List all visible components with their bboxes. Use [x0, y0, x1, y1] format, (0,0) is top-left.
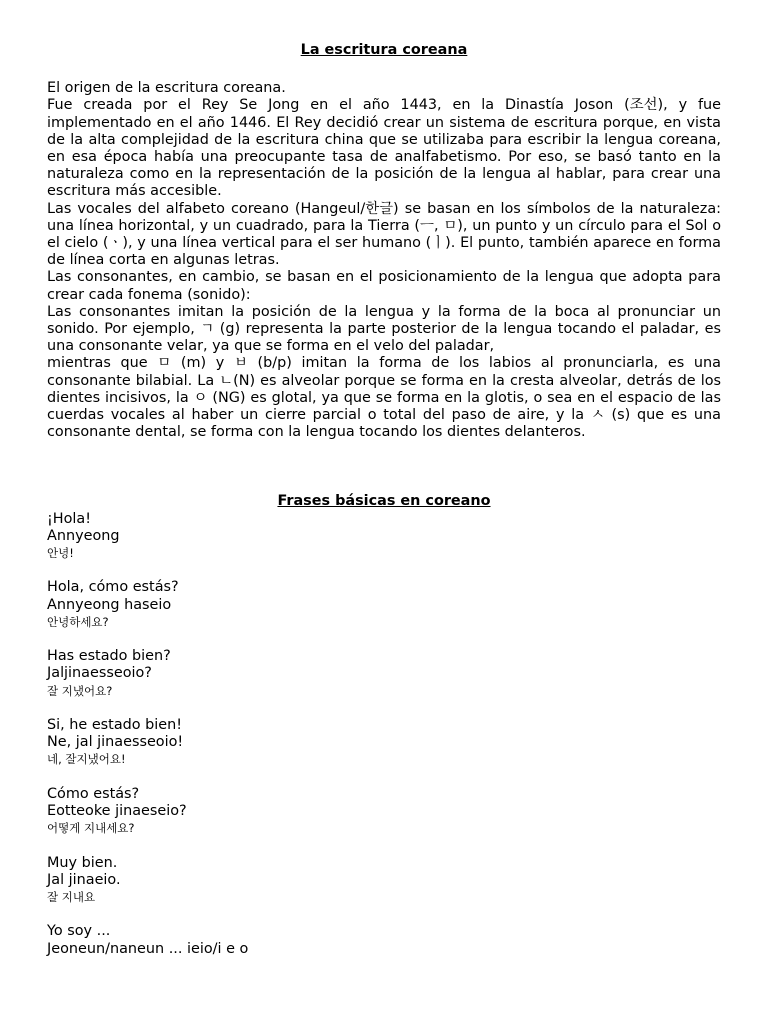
spacer	[47, 59, 721, 80]
phrase-item	[47, 511, 721, 563]
intro-paragraph-consonant-examples: Las consonantes imitan la posición de la lengua y la forma de la boca al pronunciar un sonido. Por ejemplo, ㄱ (g) representa la parte posterior de la lengua tocando el paladar, es una consonante velar, ya que se forma en el velo del paladar,	[47, 303, 721, 355]
phrase-romanized: Eotteoke jinaeseio?	[47, 803, 187, 820]
spacer	[47, 906, 721, 923]
phrase-spanish: Hola, cómo estás?	[47, 579, 179, 596]
phrase-item	[47, 923, 721, 957]
phrases-title: Frases básicas en coreano	[277, 493, 491, 510]
phrase-item	[47, 786, 721, 838]
intro-paragraph-origin: El origen de la escritura coreana.	[47, 80, 286, 97]
phrase-romanized: Ne, jal jinaesseoio!	[47, 734, 184, 751]
spacer	[47, 631, 721, 648]
intro-paragraph-consonants: Las consonantes, en cambio, se basan en el posicionamiento de la lengua que adopta para crear cada fonema (sonido):	[47, 269, 721, 303]
intro-paragraph-consonant-details: mientras que ㅁ (m) y ㅂ (b/p) imitan la forma de los labios al pronunciarla, es una consonante bilabial. La ㄴ(N) es alveolar porque se forma en la cresta alveolar, detrás de los dientes incisivos, la ㅇ (NG) es glotal, ya que se forma en la glotis, o sea en el espacio de las cuerdas vocales al haber un cierre parcial o total del paso de aire, y la ㅅ (s) que es una consonante dental, se forma con la lengua tocando los dientes delanteros.	[47, 355, 721, 441]
phrase-romanized: Annyeong haseio	[47, 596, 172, 613]
phrase-spanish: Si, he estado bien!	[47, 717, 183, 734]
phrase-item	[47, 579, 721, 631]
phrase-list	[47, 511, 721, 958]
phrase-item	[47, 648, 721, 700]
phrase-hangul: 잘 지내요	[47, 890, 96, 905]
phrase-romanized: Jeoneun/naneun ... ieio/i e o	[47, 940, 249, 957]
phrase-hangul: 네, 잘지냈어요!	[47, 752, 126, 767]
phrase-hangul: 안녕!	[47, 546, 74, 561]
spacer	[47, 769, 721, 786]
phrase-hangul: 잘 지냈어요?	[47, 683, 113, 698]
phrase-spanish: Has estado bien?	[47, 648, 171, 665]
phrase-hangul: 어떻게 지내세요?	[47, 821, 135, 836]
phrase-item	[47, 855, 721, 907]
phrase-spanish: Muy bien.	[47, 854, 118, 871]
intro-paragraph-vowels: Las vocales del alfabeto coreano (Hangeul/한글) se basan en los símbolos de la naturaleza: una línea horizontal, y un cuadrado, para la Tierra (ㅡ, ㅁ), un punto y un círculo para el Sol o el cielo (ㆍ), y una línea vertical para el ser humano (ㅣ). El punto, también aparece en forma de línea corta en algunas letras.	[47, 200, 721, 269]
phrase-spanish: Cómo estás?	[47, 785, 140, 802]
phrase-item	[47, 717, 721, 769]
phrase-romanized: Jal jinaeio.	[47, 871, 121, 888]
spacer	[47, 837, 721, 854]
phrase-romanized: Annyeong	[47, 527, 120, 544]
spacer	[47, 700, 721, 717]
document-page	[47, 42, 721, 958]
document-title: La escritura coreana	[300, 42, 468, 58]
phrase-spanish: Yo soy ...	[47, 923, 111, 940]
intro-paragraph-history: Fue creada por el Rey Se Jong en el año 1443, en la Dinastía Joson (조선), y fue implementado en el año 1446. El Rey decidió crear un sistema de escritura porque, en vista de la alta complejidad de la escritura china que se utilizaba para escribir la lengua coreana, en esa época había una preocupante tasa de analfabetismo. Por eso, se basó tanto en la naturaleza como en la representación de la posición de la lengua al hablar, para crear una escritura más accesible.	[47, 97, 721, 200]
phrase-spanish: ¡Hola!	[47, 510, 91, 527]
phrase-romanized: Jaljinaesseoio?	[47, 665, 152, 682]
spacer	[47, 562, 721, 579]
phrase-hangul: 안녕하세요?	[47, 614, 109, 629]
spacer	[47, 441, 721, 493]
